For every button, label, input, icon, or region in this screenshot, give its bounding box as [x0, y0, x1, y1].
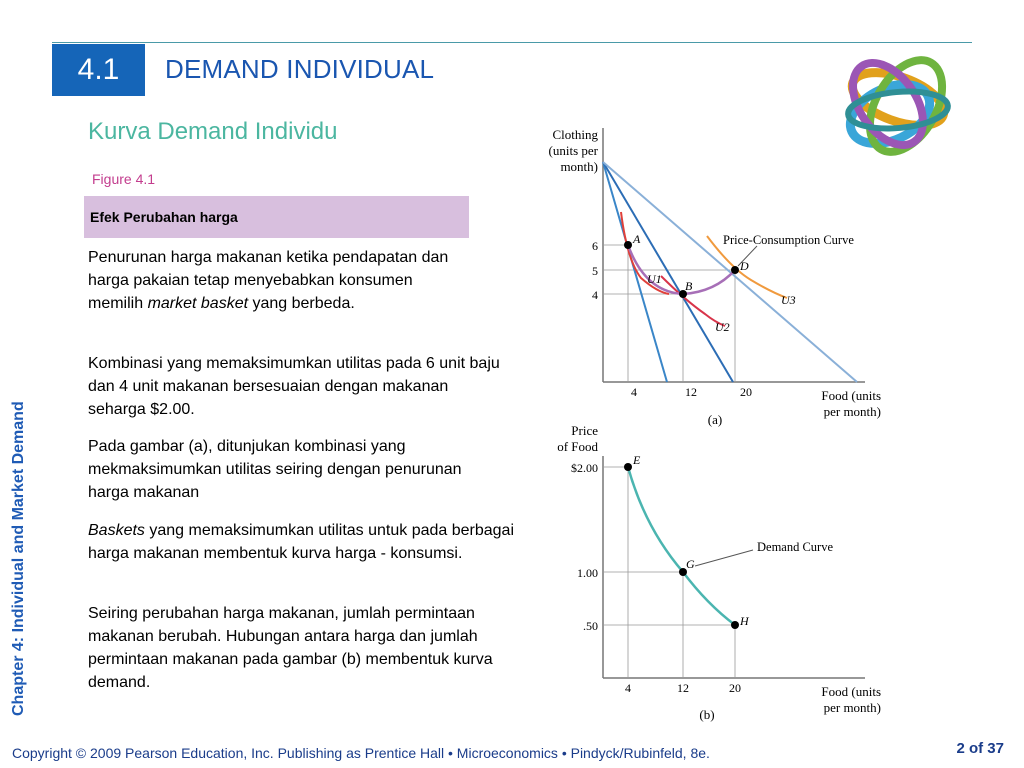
budget-line-2 [603, 162, 733, 382]
point-d [731, 266, 739, 274]
point-label-h: H [740, 614, 749, 628]
point-label-g: G [686, 557, 695, 571]
chart-b [535, 420, 900, 725]
ylabel-b-line2: of Food [557, 439, 598, 454]
page-title: DEMAND INDIVIDUAL [165, 54, 435, 84]
paragraph-2: Kombinasi yang memaksimumkan utilitas pada 6 unit baju dan 4 unit makanan bersesuaian dengan makanan seharga $2.00. [88, 355, 500, 418]
curve-label-u2: U2 [715, 320, 730, 334]
pcc-annotation: Price-Consumption Curve [723, 233, 854, 247]
y-tick-6-a: 6 [592, 239, 598, 253]
point-e [624, 463, 632, 471]
y-tick-2-b: $2.00 [571, 461, 598, 475]
point-label-a: A [633, 232, 641, 246]
demand-curve [628, 467, 735, 625]
x-tick-4-a: 4 [631, 385, 637, 399]
header-rule [52, 42, 972, 43]
xlabel-a-line1: Food (units [821, 388, 881, 403]
paragraph-4: Baskets yang memaksimumkan utilitas untuk pada berbagai harga makanan membentuk kurva harga - konsumsi. [88, 522, 515, 562]
demand-annotation: Demand Curve [757, 540, 834, 554]
xlabel-b-line1: Food (units [821, 684, 881, 699]
page-number: 2 of 37 [956, 740, 1004, 757]
y-tick-1-b: 1.00 [577, 566, 598, 580]
ylabel-a-line1: Clothing [552, 127, 598, 142]
point-a [624, 241, 632, 249]
curve-label-u1: U1 [647, 272, 662, 286]
ylabel-a-line3: month) [560, 159, 598, 174]
effect-box: Efek Perubahan harga [84, 196, 469, 238]
point-h [731, 621, 739, 629]
x-tick-12-b: 12 [677, 681, 689, 695]
footer-copyright: Copyright © 2009 Pearson Education, Inc. Publishing as Prentice Hall • Microeconomics • Pindyck/Rubinfeld, 8e. [12, 745, 710, 761]
paragraph-1: Penurunan harga makanan ketika pendapatan dan harga pakaian tetap menyebabkan konsumen memilih market basket yang berbeda. [88, 249, 449, 312]
xlabel-a-line2: per month) [823, 404, 881, 419]
x-tick-12-a: 12 [685, 385, 697, 399]
xlabel-b-line2: per month) [823, 700, 881, 715]
ylabel-a-line2: (units per [548, 143, 598, 158]
panel-label-b: (b) [699, 707, 715, 722]
demand-pointer [695, 550, 753, 566]
chart-a [535, 120, 900, 430]
indifference-curve-u2 [661, 276, 725, 326]
y-tick-4-a: 4 [592, 288, 598, 302]
y-tick-5-a: 5 [592, 264, 598, 278]
paragraph-5: Seiring perubahan harga makanan, jumlah permintaan makanan berubah. Hubungan antara harga dan jumlah permintaan makanan pada gambar (b) membentuk kurva demand. [88, 605, 493, 691]
section-number: 4.1 [52, 44, 145, 96]
slide-subtitle: Kurva Demand Individu [88, 118, 338, 145]
curve-label-u3: U3 [781, 293, 796, 307]
point-label-e: E [633, 453, 641, 467]
x-tick-20-b: 20 [729, 681, 741, 695]
x-tick-4-b: 4 [625, 681, 631, 695]
figure-label: Figure 4.1 [92, 171, 156, 187]
ylabel-b-line1: Price [571, 423, 598, 438]
y-tick-05-b: .50 [583, 619, 598, 633]
paragraph-3: Pada gambar (a), ditunjukan kombinasi yang mekmaksimumkan utilitas seiring dengan penurunan harga makanan [88, 438, 462, 501]
point-label-b: B [685, 279, 693, 293]
x-tick-20-a: 20 [740, 385, 752, 399]
point-label-d: D [740, 259, 749, 273]
panel-label-a: (a) [707, 412, 723, 427]
chapter-label: Chapter 4: Individual and Market Demand [10, 401, 27, 716]
